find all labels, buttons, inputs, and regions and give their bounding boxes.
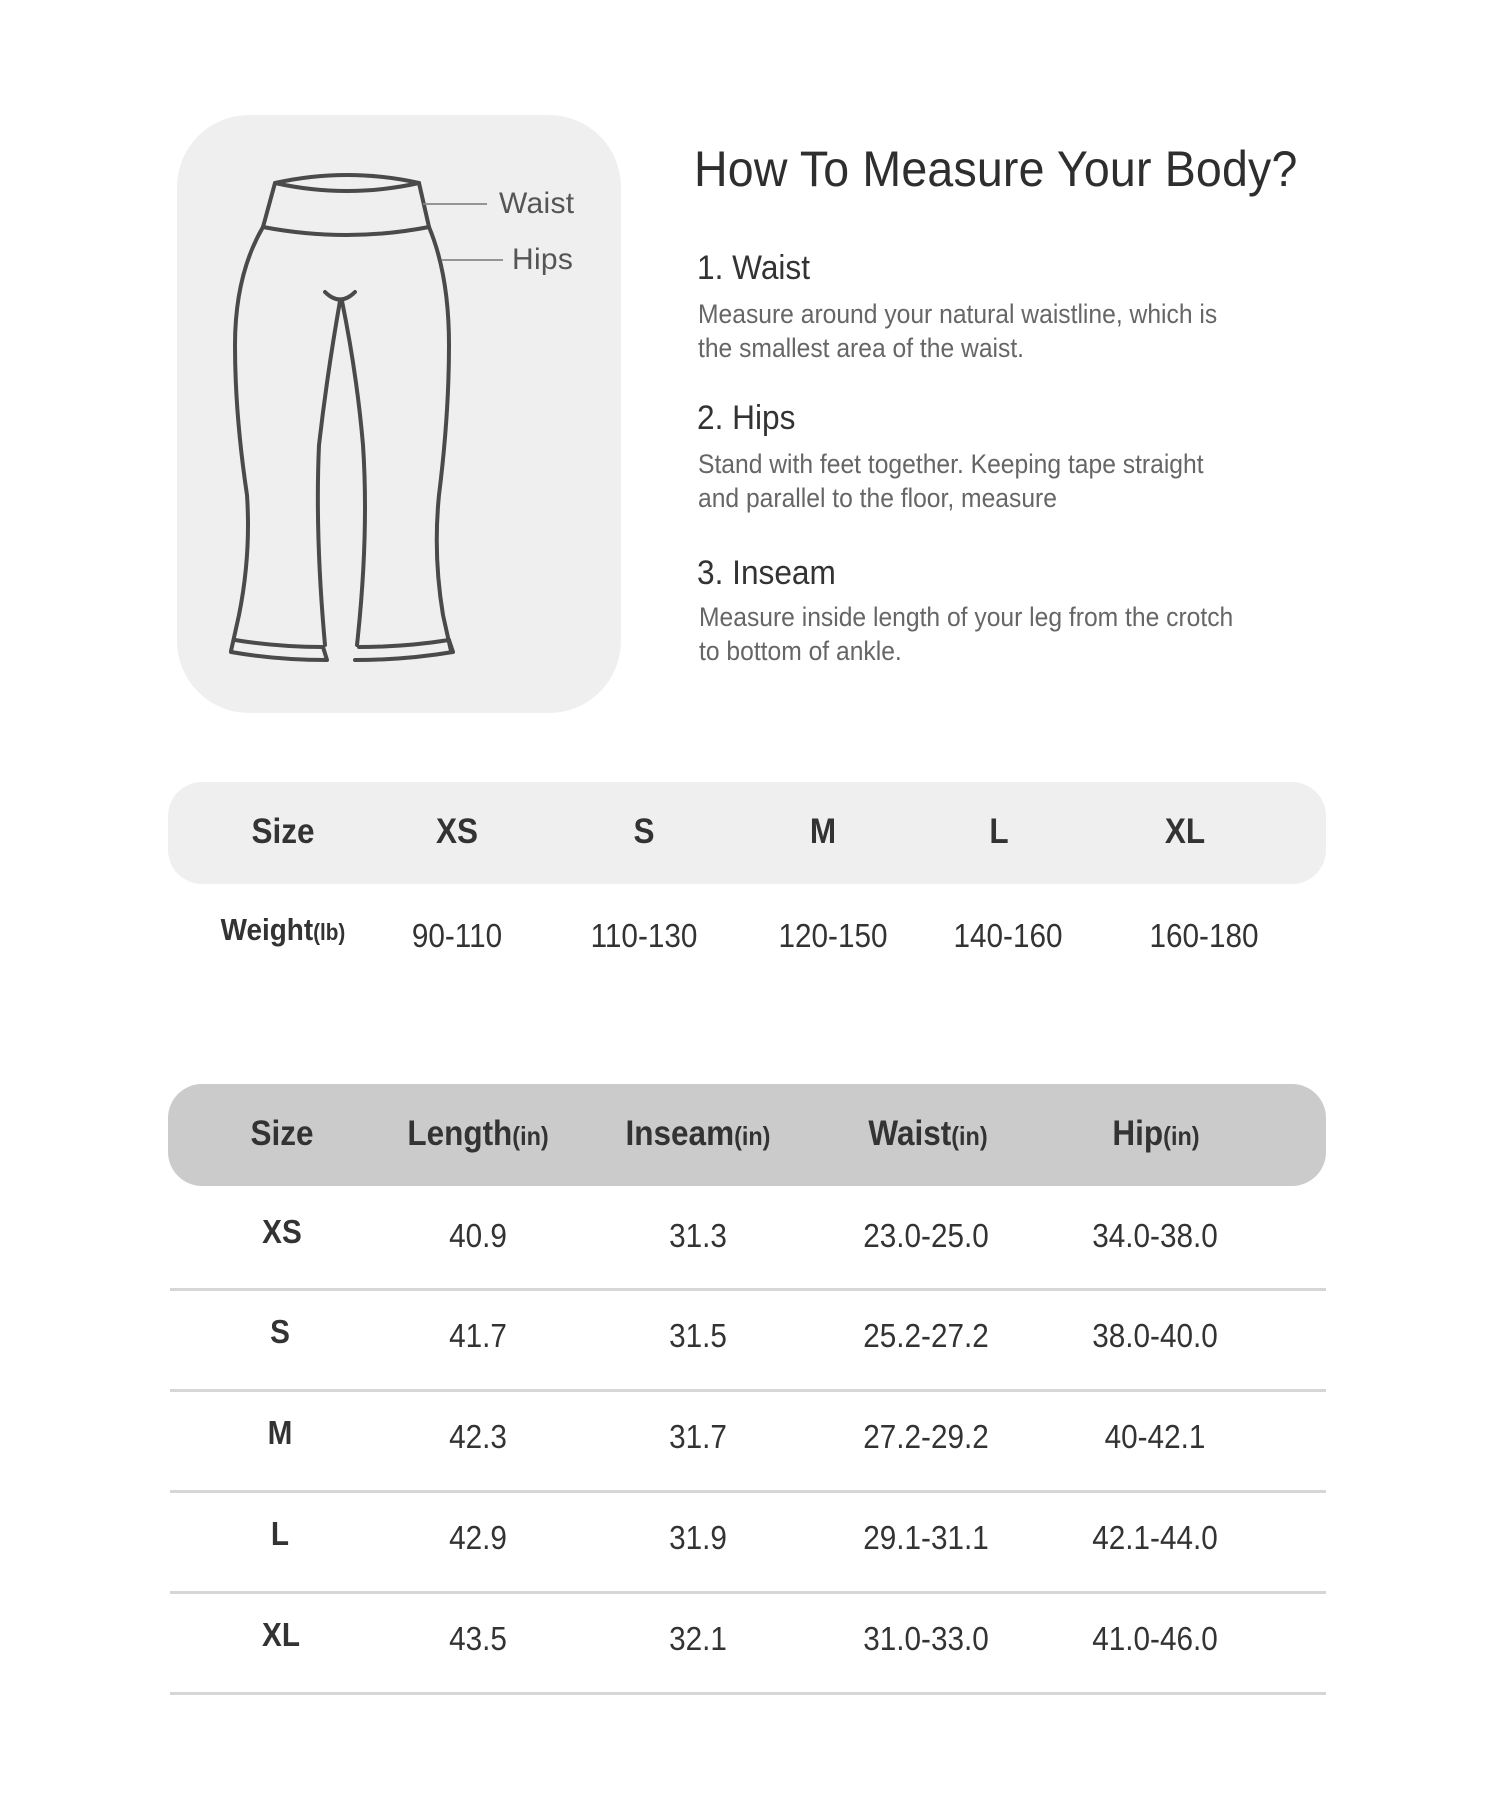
row-hip: 34.0-38.0 xyxy=(1092,1217,1218,1254)
length-unit: (in) xyxy=(512,1121,549,1151)
weight-xs: 90-110 xyxy=(411,917,503,954)
weight-s: 110-130 xyxy=(590,917,698,954)
table-row xyxy=(168,1603,1326,1683)
measure-header-size: Size xyxy=(250,1114,314,1153)
row-inseam: 31.9 xyxy=(669,1519,727,1556)
weight-label-text: Weight xyxy=(220,912,314,947)
row-waist: 23.0-25.0 xyxy=(863,1217,989,1254)
row-size: XL xyxy=(262,1616,300,1653)
row-inseam: 32.1 xyxy=(669,1620,727,1657)
row-divider xyxy=(170,1591,1326,1594)
table-row xyxy=(168,1200,1326,1280)
row-inseam: 31.3 xyxy=(669,1217,727,1254)
step-waist-heading: 1. Waist xyxy=(697,249,811,287)
step-inseam-heading: 3. Inseam xyxy=(697,554,836,592)
measure-header-waist xyxy=(868,1114,987,1154)
row-length: 43.5 xyxy=(449,1620,507,1657)
row-waist: 29.1-31.1 xyxy=(863,1519,989,1556)
row-divider xyxy=(170,1288,1326,1291)
weight-l: 140-160 xyxy=(953,917,1063,954)
weight-header-xs: XS xyxy=(435,812,479,851)
step-hips-line-1: Stand with feet together. Keeping tape straight xyxy=(698,449,1204,479)
row-length: 42.3 xyxy=(449,1418,507,1455)
measure-header-inseam xyxy=(626,1114,771,1154)
weight-header-size: Size xyxy=(251,812,315,851)
page-title: How To Measure Your Body? xyxy=(694,141,1298,197)
row-size: S xyxy=(270,1313,290,1350)
table-row xyxy=(168,1502,1326,1582)
row-waist: 25.2-27.2 xyxy=(863,1317,989,1354)
row-waist: 27.2-29.2 xyxy=(863,1418,989,1455)
step-inseam-line-1: Measure inside length of your leg from the crotch xyxy=(699,602,1234,632)
weight-header-s: S xyxy=(633,812,655,851)
weight-header-xl: XL xyxy=(1164,812,1206,851)
step-hips-heading: 2. Hips xyxy=(697,399,796,437)
inseam-unit: (in) xyxy=(734,1121,771,1151)
step-hips-body xyxy=(698,447,1293,515)
step-waist-line-2: the smallest area of the waist. xyxy=(698,333,1025,363)
row-length: 40.9 xyxy=(449,1217,507,1254)
row-size: M xyxy=(267,1414,293,1451)
row-hip: 41.0-46.0 xyxy=(1092,1620,1218,1657)
length-label: Length xyxy=(407,1114,513,1153)
hip-label: Hip xyxy=(1112,1114,1164,1153)
weight-header-l: L xyxy=(989,812,1009,851)
measure-table-header xyxy=(168,1084,1326,1186)
row-divider xyxy=(170,1490,1326,1493)
row-divider xyxy=(170,1389,1326,1392)
row-inseam: 31.5 xyxy=(669,1317,727,1354)
step-inseam-line-2: to bottom of ankle. xyxy=(699,636,902,666)
waist-label: Waist xyxy=(499,187,575,220)
row-size: L xyxy=(270,1515,290,1552)
weight-row-label xyxy=(221,912,346,948)
row-hip: 38.0-40.0 xyxy=(1092,1317,1218,1354)
row-hip: 40-42.1 xyxy=(1104,1418,1206,1455)
table-row xyxy=(168,1300,1326,1380)
inseam-label: Inseam xyxy=(625,1114,735,1153)
table-row xyxy=(168,1401,1326,1481)
weight-m: 120-150 xyxy=(778,917,888,954)
row-inseam: 31.7 xyxy=(669,1418,727,1455)
row-size: XS xyxy=(262,1213,302,1250)
measure-header-length xyxy=(407,1114,548,1154)
weight-unit: (lb) xyxy=(313,919,346,945)
step-waist-line-1: Measure around your natural waistline, which is xyxy=(698,299,1218,329)
step-hips-line-2: and parallel to the floor, measure xyxy=(698,483,1057,513)
waist-label: Waist xyxy=(868,1114,952,1153)
step-inseam-body xyxy=(699,600,1294,668)
measure-header-hip xyxy=(1112,1114,1199,1154)
row-hip: 42.1-44.0 xyxy=(1092,1519,1218,1556)
weight-row xyxy=(168,900,1326,970)
pants-diagram-card xyxy=(177,115,621,713)
row-length: 41.7 xyxy=(449,1317,507,1354)
step-waist-body xyxy=(698,297,1293,365)
row-waist: 31.0-33.0 xyxy=(863,1620,989,1657)
hips-label: Hips xyxy=(512,243,574,276)
row-divider xyxy=(170,1692,1326,1695)
waist-unit: (in) xyxy=(951,1121,988,1151)
weight-header-m: M xyxy=(809,812,837,851)
weight-xl: 160-180 xyxy=(1149,917,1259,954)
hip-unit: (in) xyxy=(1163,1121,1200,1151)
weight-table-header xyxy=(168,782,1326,884)
row-length: 42.9 xyxy=(449,1519,507,1556)
